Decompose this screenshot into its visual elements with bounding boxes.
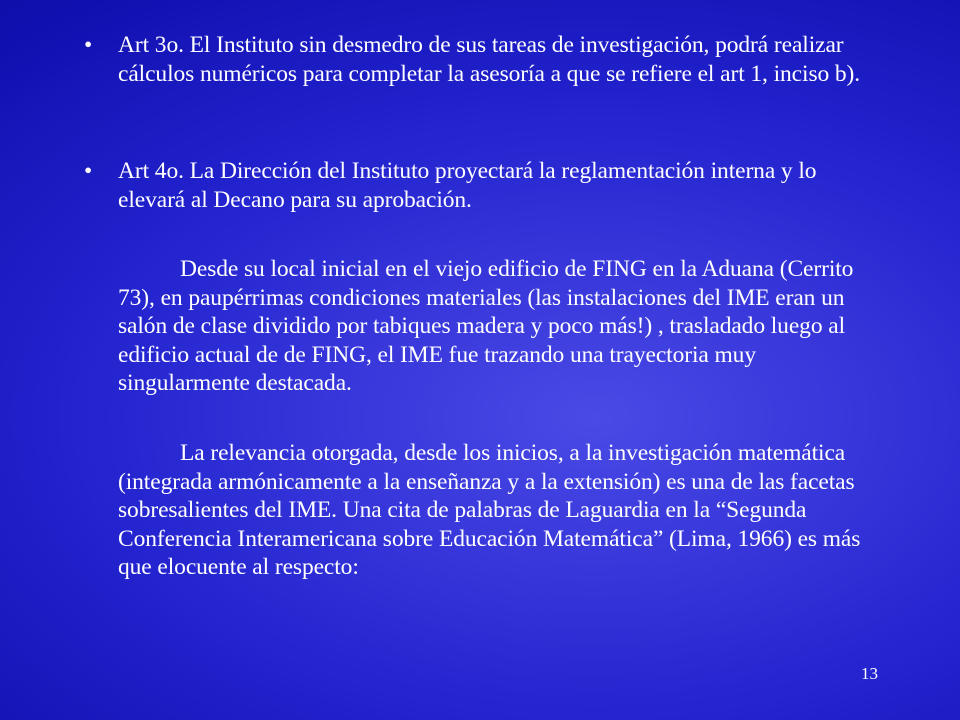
bullet-symbol: • xyxy=(84,158,93,184)
bullet-symbol: • xyxy=(84,32,93,58)
bullet-item-art3 xyxy=(84,31,878,88)
bullet-item-art4 xyxy=(84,157,878,214)
page-number: 13 xyxy=(861,664,878,683)
bullet-text-art4: Art 4o. La Dirección del Instituto proyectará la reglamentación interna y lo elevará al Decano para su aprobación. xyxy=(118,158,817,213)
paragraph-relevance: La relevancia otorgada, desde los inicios, a la investigación matemática (integrada armónicamente a la enseñanza y a la extensión) es una de las facetas sobresalientes del IME. Una cita de palabras de Laguardia en la “Segunda Conferencia Interamericana sobre Educación Matemática” (Lima, 1966) es más que elocuente al respecto: xyxy=(118,440,861,580)
bullet-text-art3: Art 3o. El Instituto sin desmedro de sus tareas de investigación, podrá realizar cálculos numéricos para completar la asesoría a que se refiere el art 1, inciso b). xyxy=(118,32,861,87)
paragraph-history: Desde su local inicial en el viejo edificio de FING en la Aduana (Cerrito 73), en paupérrimas condiciones materiales (las instalaciones del IME eran un salón de clase dividido por tabiques madera y poco más!) , trasladado luego al edificio actual de de FING, el IME fue trazando una trayectoria muy singularmente destacada. xyxy=(118,256,854,396)
